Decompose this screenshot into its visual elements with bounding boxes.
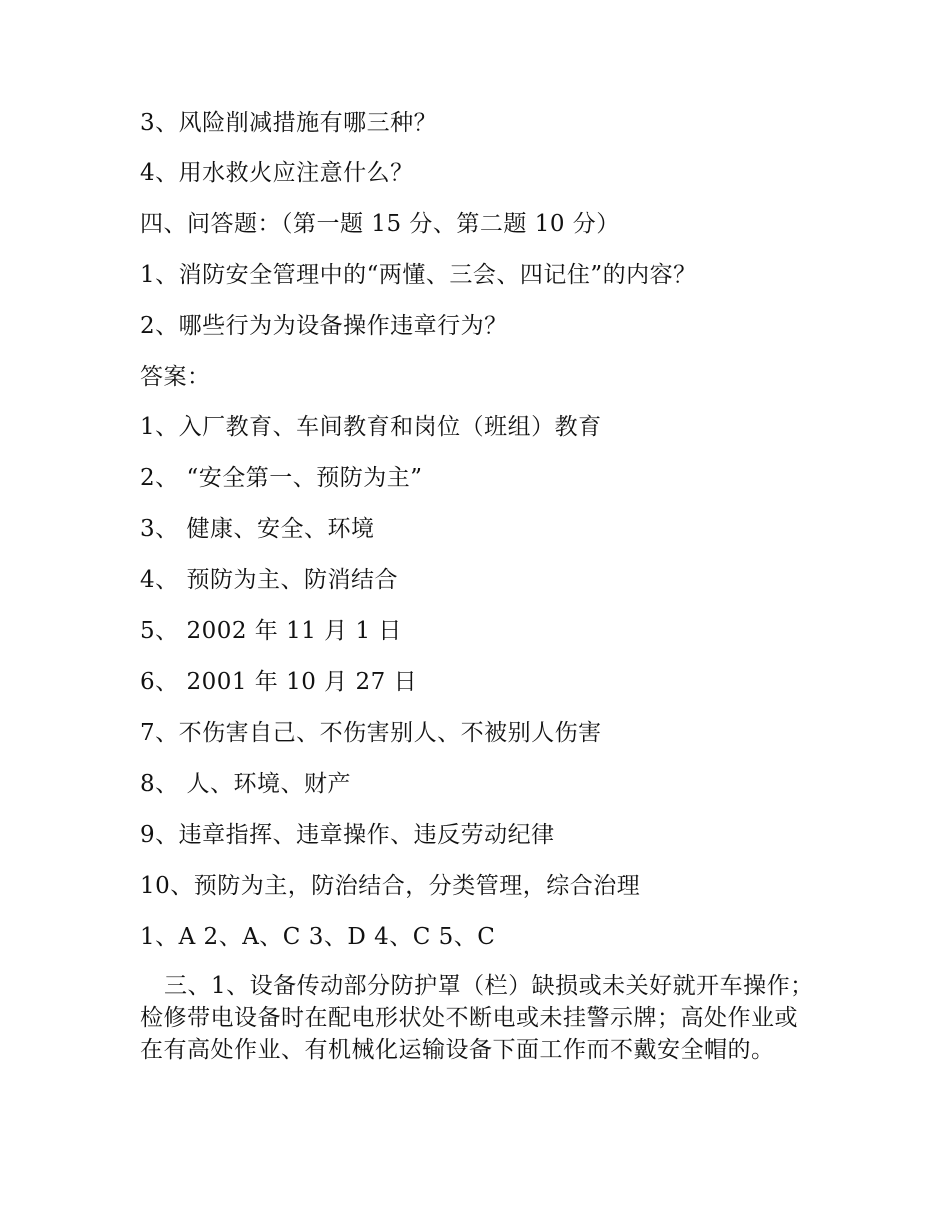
answer-item: 8、 人、环境、财产	[140, 771, 351, 797]
essay-question-2: 2、哪些行为为设备操作违章行为？	[140, 313, 508, 339]
answer-item: 2、 “安全第一、预防为主”	[140, 465, 423, 491]
answer-item: 9、违章指挥、违章操作、违反劳动纪律	[140, 822, 555, 848]
answer-item: 6、 2001 年 10 月 27 日	[140, 669, 418, 695]
choice-answers: 1、A 2、A、C 3、D 4、C 5、C	[140, 924, 496, 950]
section-four-heading: 四、问答题：（第一题 15 分、第二题 10 分）	[140, 211, 620, 237]
question-4: 4、用水救火应注意什么？	[140, 160, 414, 186]
answer-item: 1、入厂教育、车间教育和岗位（班组）教育	[140, 414, 602, 440]
answer-item: 4、 预防为主、防消结合	[140, 567, 398, 593]
answers-heading: 答案：	[140, 364, 211, 390]
answer-item: 7、不伤害自己、不伤害别人、不被别人伤害	[140, 720, 602, 746]
answer-item: 5、 2002 年 11 月 1 日	[140, 618, 402, 644]
answer-paragraph: 三、1、设备传动部分防护罩（栏）缺损或未关好就开车操作；检修带电设备时在配电形状处不断电或未挂警示牌；高处作业或在有高处作业、有机械化运输设备下面工作而不戴安全帽的。	[140, 973, 814, 1063]
question-3: 3、风险削减措施有哪三种？	[140, 110, 438, 136]
answer-item: 3、 健康、安全、环境	[140, 516, 375, 542]
essay-question-1: 1、消防安全管理中的“两懂、三会、四记住”的内容？	[140, 262, 697, 288]
answer-item: 10、预防为主，防治结合，分类管理，综合治理	[140, 873, 641, 899]
